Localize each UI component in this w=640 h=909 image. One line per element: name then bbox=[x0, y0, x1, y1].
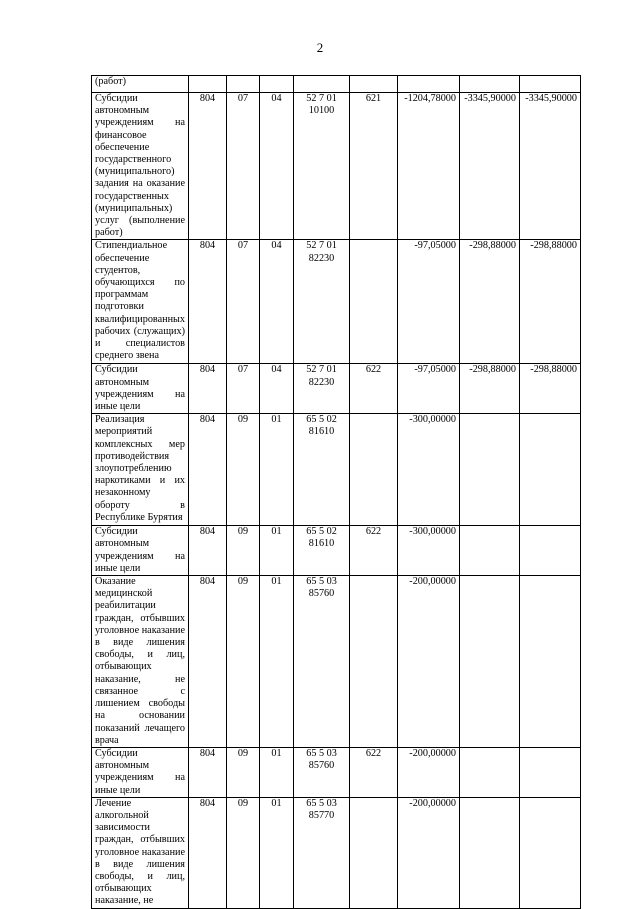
cell-subsection: 01 bbox=[260, 526, 294, 576]
cell-ministry-code: 804 bbox=[189, 797, 227, 908]
cell-ministry-code bbox=[189, 76, 227, 93]
cell-target-article: 65 5 03 85760 bbox=[294, 576, 350, 748]
cell-amount-2: -3345,90000 bbox=[460, 93, 520, 240]
cell-section: 09 bbox=[227, 747, 260, 797]
cell-amount-3 bbox=[520, 526, 581, 576]
cell-subsection: 04 bbox=[260, 240, 294, 364]
cell-amount-2: -298,88000 bbox=[460, 240, 520, 364]
cell-amount-1: -97,05000 bbox=[398, 240, 460, 364]
table-row bbox=[92, 93, 581, 240]
table-row bbox=[92, 364, 581, 414]
cell-amount-3 bbox=[520, 414, 581, 526]
table-row bbox=[92, 526, 581, 576]
cell-expense-type bbox=[350, 414, 398, 526]
cell-amount-3: -298,88000 bbox=[520, 240, 581, 364]
cell-target-article bbox=[294, 76, 350, 93]
cell-amount-1: -97,05000 bbox=[398, 364, 460, 414]
row-description: Субсидии автономным учреждениям на иные цели bbox=[92, 364, 189, 414]
cell-expense-type bbox=[350, 240, 398, 364]
cell-amount-2 bbox=[460, 526, 520, 576]
cell-amount-1: -200,00000 bbox=[398, 576, 460, 748]
cell-subsection: 04 bbox=[260, 93, 294, 240]
cell-amount-2 bbox=[460, 76, 520, 93]
cell-ministry-code: 804 bbox=[189, 93, 227, 240]
cell-target-article: 65 5 03 85770 bbox=[294, 797, 350, 908]
cell-target-article: 65 5 03 85760 bbox=[294, 747, 350, 797]
cell-amount-2 bbox=[460, 747, 520, 797]
cell-target-article: 65 5 02 81610 bbox=[294, 414, 350, 526]
cell-ministry-code: 804 bbox=[189, 526, 227, 576]
row-description: Субсидии автономным учреждениям на иные цели bbox=[92, 526, 189, 576]
cell-subsection: 01 bbox=[260, 414, 294, 526]
row-description: Реализация мероприятий комплексных мер противодействия злоупотреблению наркотиками и их незаконному обороту в Республике Бурятия bbox=[92, 414, 189, 526]
cell-expense-type: 622 bbox=[350, 364, 398, 414]
cell-amount-1: -1204,78000 bbox=[398, 93, 460, 240]
cell-amount-1: -200,00000 bbox=[398, 747, 460, 797]
cell-section bbox=[227, 76, 260, 93]
cell-subsection: 01 bbox=[260, 576, 294, 748]
cell-ministry-code: 804 bbox=[189, 364, 227, 414]
cell-subsection: 01 bbox=[260, 797, 294, 908]
cell-amount-2 bbox=[460, 797, 520, 908]
cell-amount-3: -3345,90000 bbox=[520, 93, 581, 240]
cell-expense-type bbox=[350, 576, 398, 748]
cell-subsection: 04 bbox=[260, 364, 294, 414]
row-description: Субсидии автономным учреждениям на иные цели bbox=[92, 747, 189, 797]
cell-ministry-code: 804 bbox=[189, 414, 227, 526]
cell-section: 09 bbox=[227, 526, 260, 576]
cell-ministry-code: 804 bbox=[189, 576, 227, 748]
cell-section: 07 bbox=[227, 364, 260, 414]
cell-amount-1 bbox=[398, 76, 460, 93]
cell-ministry-code: 804 bbox=[189, 747, 227, 797]
page-number: 2 bbox=[316, 40, 324, 55]
cell-section: 09 bbox=[227, 414, 260, 526]
cell-target-article: 52 7 01 82230 bbox=[294, 364, 350, 414]
row-description: Субсидии автономным учреждениям на финансовое обеспечение государственного (муниципального) задания на оказание государственных (муниципальных) услуг (выполнение работ) bbox=[92, 93, 189, 240]
cell-amount-2: -298,88000 bbox=[460, 364, 520, 414]
table-row bbox=[92, 76, 581, 93]
table-row bbox=[92, 414, 581, 526]
cell-amount-1: -200,00000 bbox=[398, 797, 460, 908]
budget-table-body bbox=[92, 76, 581, 909]
cell-amount-1: -300,00000 bbox=[398, 414, 460, 526]
cell-amount-3 bbox=[520, 747, 581, 797]
cell-section: 09 bbox=[227, 797, 260, 908]
cell-section: 07 bbox=[227, 93, 260, 240]
row-description: (работ) bbox=[92, 76, 189, 93]
cell-expense-type bbox=[350, 76, 398, 93]
cell-amount-1: -300,00000 bbox=[398, 526, 460, 576]
cell-target-article: 65 5 02 81610 bbox=[294, 526, 350, 576]
cell-amount-3 bbox=[520, 576, 581, 748]
cell-expense-type: 622 bbox=[350, 526, 398, 576]
row-description: Лечение алкогольной зависимости граждан, отбывших уголовное наказание в виде лишения свободы, и лиц, отбывающих наказание, не bbox=[92, 797, 189, 908]
cell-subsection: 01 bbox=[260, 747, 294, 797]
cell-target-article: 52 7 01 82230 bbox=[294, 240, 350, 364]
cell-expense-type: 621 bbox=[350, 93, 398, 240]
table-row bbox=[92, 797, 581, 908]
table-row bbox=[92, 576, 581, 748]
row-description: Оказание медицинской реабилитации граждан, отбывших уголовное наказание в виде лишения свободы, и лиц, отбывающих наказание, не связанное с лишением свободы на основании показаний лечащего врача bbox=[92, 576, 189, 748]
table-row bbox=[92, 747, 581, 797]
row-description: Стипендиальное обеспечение студентов, обучающихся по программам подготовки квалифицированных рабочих (служащих) и специалистов среднего звена bbox=[92, 240, 189, 364]
cell-amount-2 bbox=[460, 576, 520, 748]
cell-expense-type bbox=[350, 797, 398, 908]
cell-expense-type: 622 bbox=[350, 747, 398, 797]
cell-amount-3: -298,88000 bbox=[520, 364, 581, 414]
cell-target-article: 52 7 01 10100 bbox=[294, 93, 350, 240]
cell-ministry-code: 804 bbox=[189, 240, 227, 364]
cell-subsection bbox=[260, 76, 294, 93]
cell-amount-2 bbox=[460, 414, 520, 526]
budget-table bbox=[91, 75, 581, 909]
table-row bbox=[92, 240, 581, 364]
cell-amount-3 bbox=[520, 76, 581, 93]
cell-amount-3 bbox=[520, 797, 581, 908]
cell-section: 09 bbox=[227, 576, 260, 748]
cell-section: 07 bbox=[227, 240, 260, 364]
